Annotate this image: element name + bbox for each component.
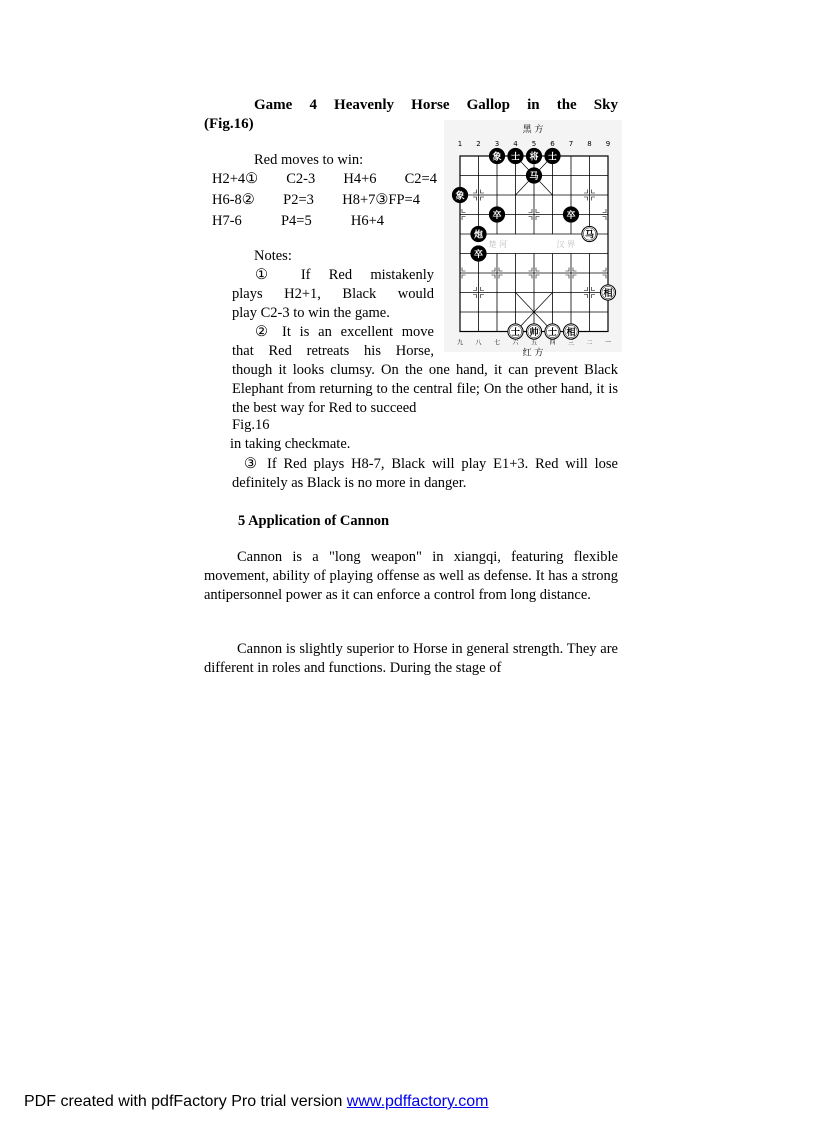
board-bottom-label: 红 方 — [522, 348, 544, 359]
game-title-line1: Game 4 Heavenly Horse Gallop in the Sky — [254, 97, 618, 113]
file-number: 9 — [605, 140, 611, 148]
section-heading: 5 Application of Cannon — [238, 513, 390, 529]
piece-label: 帅 — [529, 327, 539, 338]
note-2-line-d: in taking checkmate. — [230, 436, 351, 452]
file-number: 六 — [512, 339, 519, 347]
piece-label: 相 — [603, 288, 613, 299]
game-title-line2: (Fig.16) — [204, 116, 254, 132]
file-number: 3 — [494, 140, 500, 148]
move: C2=4 — [404, 171, 437, 187]
move: H2+4① — [212, 171, 259, 187]
note-2-line-b: that Red retreats his Horse, — [232, 343, 434, 359]
move: H7-6 — [212, 213, 242, 229]
move-list — [212, 170, 437, 233]
move: H6-8② — [212, 192, 255, 208]
file-number: 七 — [493, 339, 501, 347]
pdffactory-link[interactable]: www.pdffactory.com — [346, 1093, 489, 1110]
move-row — [212, 170, 437, 191]
file-number: 四 — [549, 339, 556, 347]
intro-text: Red moves to win: — [254, 152, 364, 168]
move: H4+6 — [343, 171, 377, 187]
file-number: 二 — [586, 339, 593, 347]
piece-label: 士 — [510, 327, 521, 338]
piece-label: 象 — [492, 152, 502, 163]
note-1-line-a: ① If Red mistakenly — [255, 267, 434, 283]
xiangqi-board-diagram — [444, 120, 622, 359]
piece-label: 象 — [455, 191, 465, 202]
piece-label: 马 — [529, 171, 539, 182]
pdf-footer: PDF created with pdfFactory Pro trial version www.pdffactory.com — [24, 1093, 489, 1110]
file-number: 4 — [513, 140, 518, 148]
piece-label: 炮 — [473, 230, 484, 241]
move: P4=5 — [280, 213, 312, 229]
piece-label: 卒 — [492, 210, 502, 221]
file-number: 三 — [567, 339, 575, 347]
note-3: ③ If Red plays H8-7, Black will play E1+3. Red will lose definitely as Black is no more in danger. — [232, 456, 618, 491]
move: C2-3 — [286, 171, 316, 187]
river-text: 楚 河 — [488, 240, 508, 249]
piece-label: 士 — [547, 327, 558, 338]
file-number: 7 — [568, 140, 574, 148]
move: H8+7③FP=4 — [342, 192, 420, 208]
note-1-line-b: plays H2+1, Black would — [232, 286, 434, 302]
piece-label: 马 — [584, 230, 595, 241]
move: P2=3 — [283, 192, 314, 208]
piece-label: 相 — [566, 327, 576, 338]
move: H6+4 — [350, 213, 384, 229]
figure-label: Fig.16 — [232, 417, 270, 433]
file-number: 2 — [476, 140, 481, 148]
move-row — [212, 191, 437, 212]
file-number: 五 — [530, 339, 538, 347]
river-text: 汉 界 — [556, 240, 576, 249]
file-number: 5 — [531, 140, 537, 148]
piece-label: 士 — [547, 152, 558, 163]
piece-label: 将 — [529, 152, 539, 163]
file-number: 一 — [604, 339, 612, 347]
file-number: 6 — [550, 140, 555, 148]
file-number: 8 — [587, 140, 592, 148]
file-number: 1 — [457, 140, 463, 148]
move-row — [212, 212, 437, 233]
piece-label: 卒 — [566, 210, 576, 221]
note-1-line-c: play C2-3 to win the game. — [232, 305, 390, 321]
file-number: 九 — [456, 339, 464, 347]
notes-label: Notes: — [254, 248, 292, 264]
section-paragraph-1: Cannon is a "long weapon" in xiangqi, featuring flexible movement, ability of playing offense as well as defense. It has a strong antipersonnel power as it can enforce a control from long distance. — [204, 549, 618, 603]
file-number: 八 — [475, 339, 482, 347]
note-2-line-a: ② It is an excellent move — [255, 324, 434, 340]
section-paragraph-2: Cannon is slightly superior to Horse in general strength. They are different in roles and functions. During the stage of — [204, 641, 618, 676]
piece-label: 卒 — [473, 249, 484, 260]
piece-label: 士 — [510, 152, 521, 163]
note-2-line-c: though it looks clumsy. On the one hand, it can prevent Black Elephant from returning to the central file; On the other hand, it is the best way for Red to succeed — [232, 362, 618, 416]
board-top-label: 黑 方 — [522, 125, 544, 135]
